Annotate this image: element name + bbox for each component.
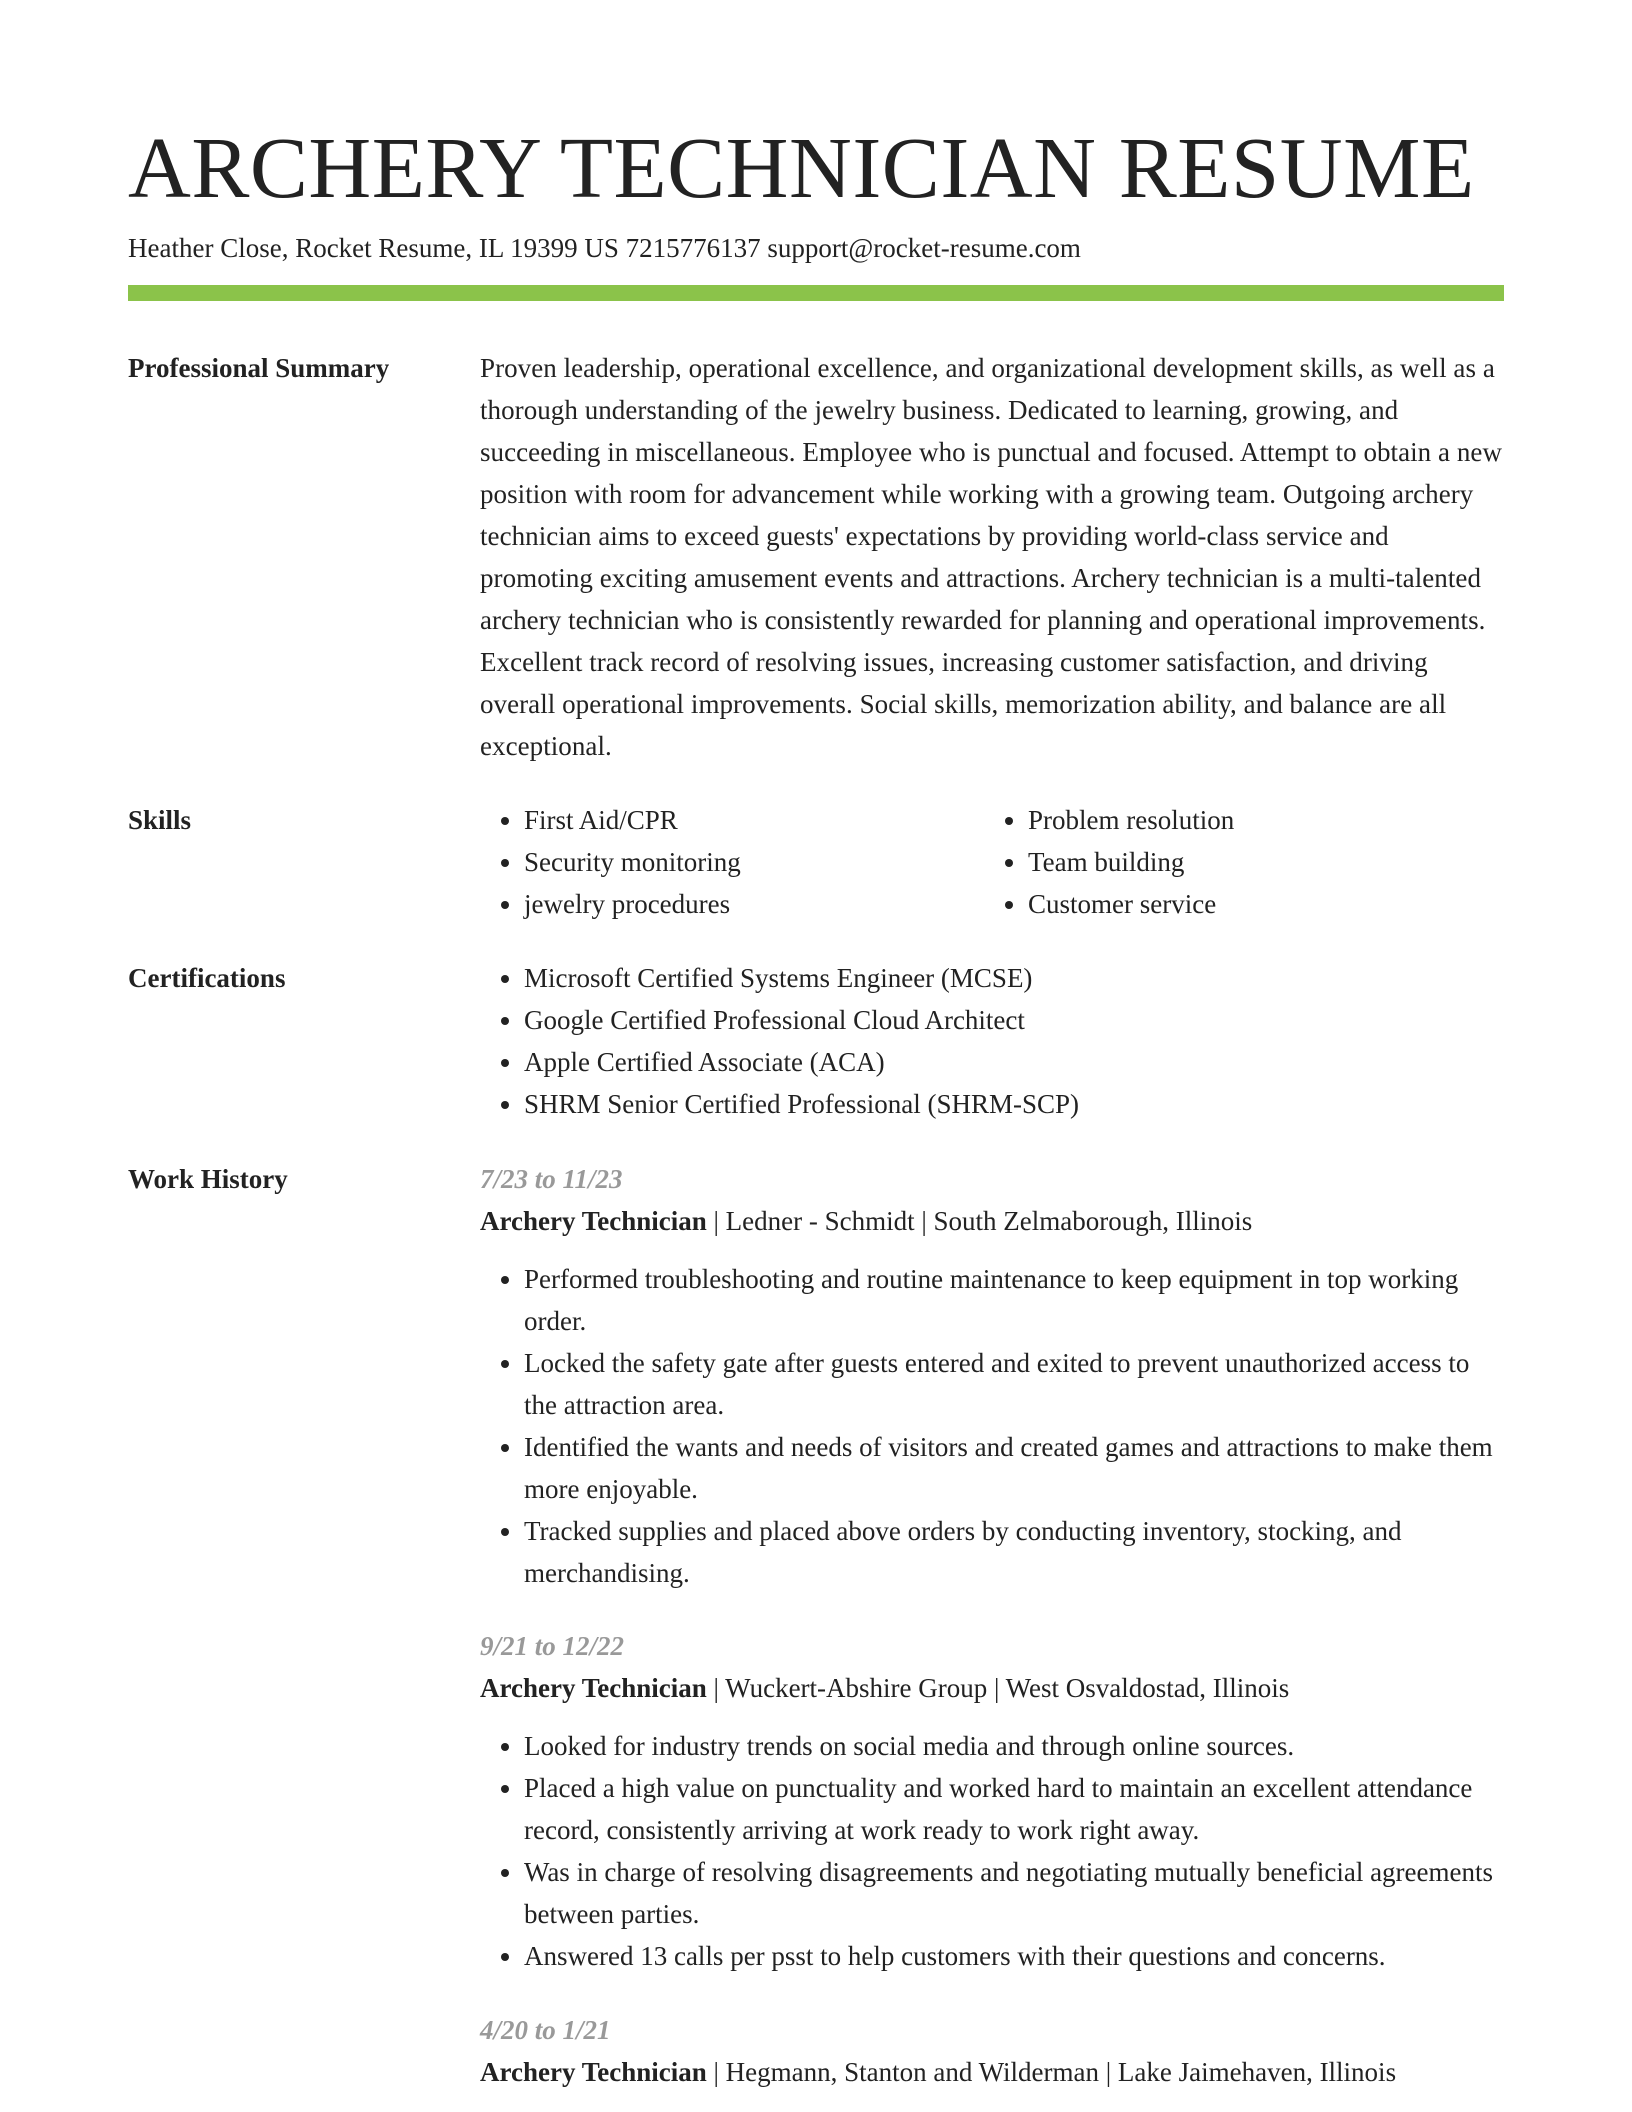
certifications-content [480, 957, 1504, 1125]
skills-list-left [480, 799, 984, 925]
job-bullet: • Looked for industry trends on social media and through online sources. [524, 1725, 1504, 1767]
job-bullet: • Answered 13 calls per psst to help customers with their questions and concerns. [524, 1935, 1504, 1977]
summary-heading: Professional Summary [128, 353, 390, 383]
summary-text: Proven leadership, operational excellence, and organizational development skills, as well as a thorough understanding of the jewelry business. Dedicated to learning, growing, and succeeding in miscellaneous. Employee who is punctual and focused. Attempt to obtain a new position with room for advancement while working with a growing team. Outgoing archery technician aims to exceed guests' expectations by providing world-class service and promoting exciting amusement events and attractions. Archery technician is a multi-talented archery technician who is consistently rewarded for planning and operational improvements. Excellent track record of resolving issues, increasing customer satisfaction, and driving overall operational improvements. Social skills, memorization ability, and balance are all exceptional. [480, 353, 1502, 761]
certification-item: • Microsoft Certified Systems Engineer (MCSE) [524, 957, 1504, 999]
job-heading [480, 1200, 1504, 1242]
job-bullets [480, 1725, 1504, 1977]
job-entry [480, 2009, 1504, 2093]
job-bullet: • Tracked supplies and placed above orders by conducting inventory, stocking, and merchandising. [524, 1510, 1504, 1594]
job-heading [480, 2051, 1504, 2093]
job-heading [480, 1667, 1504, 1709]
certifications-heading: Certifications [128, 963, 286, 993]
skill-item: • Customer service [1028, 883, 1488, 925]
certification-item: • Google Certified Professional Cloud Architect [524, 999, 1504, 1041]
contact-line: Heather Close, Rocket Resume, IL 19399 US 7215776137 support@rocket-resume.com [128, 233, 1081, 263]
job-details: | Ledner - Schmidt | South Zelmaborough, Illinois [706, 1206, 1253, 1236]
job-bullets [480, 1258, 1504, 1594]
job-entry [480, 1625, 1504, 1977]
skill-item: • First Aid/CPR [524, 799, 984, 841]
job-title: Archery Technician [480, 1206, 707, 1236]
summary-content [480, 347, 1504, 767]
job-date: 7/23 to 11/23 [480, 1164, 623, 1194]
job-entry [480, 1158, 1504, 1594]
skills-column-right [984, 799, 1488, 925]
certifications-list [480, 957, 1504, 1125]
skills-content [480, 799, 1504, 925]
job-bullet: • Identified the wants and needs of visitors and created games and attractions to make them more enjoyable. [524, 1426, 1504, 1510]
skill-item: • jewelry procedures [524, 883, 984, 925]
skills-heading: Skills [128, 805, 192, 835]
skills-list-right [984, 799, 1488, 925]
job-details: | Wuckert-Abshire Group | West Osvaldostad, Illinois [706, 1673, 1290, 1703]
job-bullet: • Placed a high value on punctuality and worked hard to maintain an excellent attendance record, consistently arriving at work ready to work right away. [524, 1767, 1504, 1851]
job-bullet: • Was in charge of resolving disagreements and negotiating mutually beneficial agreements between parties. [524, 1851, 1504, 1935]
job-bullet: • Locked the safety gate after guests entered and exited to prevent unauthorized access to the attraction area. [524, 1342, 1504, 1426]
skill-item: • Security monitoring [524, 841, 984, 883]
skill-item: • Team building [1028, 841, 1488, 883]
certification-item: • SHRM Senior Certified Professional (SHRM-SCP) [524, 1083, 1504, 1125]
job-bullet: • Performed troubleshooting and routine maintenance to keep equipment in top working order. [524, 1258, 1504, 1342]
header-divider [128, 285, 1504, 301]
skill-item: • Problem resolution [1028, 799, 1488, 841]
job-title: Archery Technician [480, 1673, 707, 1703]
job-date: 4/20 to 1/21 [480, 2015, 611, 2045]
work-history-heading: Work History [128, 1164, 288, 1194]
certification-item: • Apple Certified Associate (ACA) [524, 1041, 1504, 1083]
skills-column-left [480, 799, 984, 925]
resume-title: ARCHERY TECHNICIAN RESUME [128, 119, 1475, 216]
job-details: | Hegmann, Stanton and Wilderman | Lake Jaimehaven, Illinois [706, 2057, 1397, 2087]
skills-grid [480, 799, 1504, 925]
job-title: Archery Technician [480, 2057, 707, 2087]
job-date: 9/21 to 12/22 [480, 1631, 625, 1661]
